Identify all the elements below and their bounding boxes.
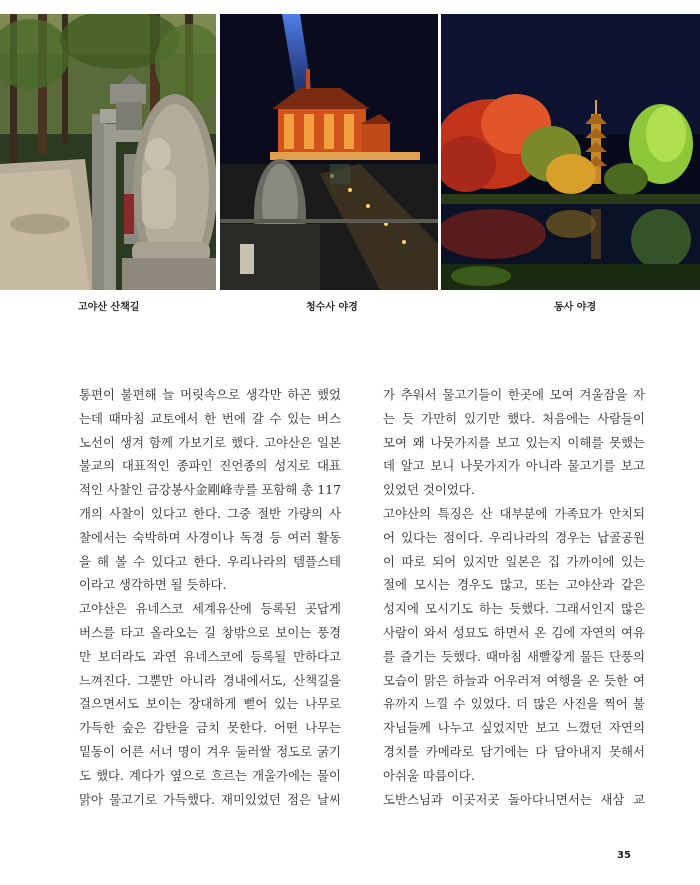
- text-line: 가 추워서 물고기들이 한곳에 모여 겨울잠을 자: [383, 387, 645, 402]
- text-line: 을 해 볼 수 있다고 한다. 우리나라의 템플스테: [79, 553, 341, 569]
- photo-caption-koyasan-path: 고야산 산책길: [78, 302, 140, 313]
- text-line: 찰에서는 숙박하며 사경이나 독경 등 여러 활동: [79, 529, 341, 545]
- text-line: 밑동이 어른 서너 명이 겨우 둘러쌀 정도로 굵기: [79, 743, 341, 759]
- text-line: 어 있다는 점이다. 우리나라의 경우는 납골공원: [383, 529, 645, 545]
- photo-toji-night-image: [441, 14, 700, 290]
- photo-toji-night: [441, 14, 700, 290]
- text-line: 절에 모시는 경우도 많고, 또는 고야산과 같은: [383, 577, 645, 593]
- text-line: 도 했다. 계다가 옆으로 흐르는 개울가에는 물이: [79, 767, 341, 783]
- text-line: 통편이 불편해 늘 머릿속으로 생각만 하곤 했었: [79, 387, 341, 402]
- text-line: 적인 사찰인 금강봉사金剛峰寺를 포함해 총 117: [79, 482, 341, 498]
- text-line: 이라고 생각하면 될 듯하다.: [79, 577, 227, 593]
- text-line: 노선이 생겨 함께 가보기로 했다. 고야산은 일본: [79, 434, 341, 450]
- text-line: 는데 때마침 교토에서 한 번에 갈 수 있는 버스: [79, 410, 341, 426]
- page-number: 35: [617, 850, 631, 861]
- text-line: 불교의 대표적인 종파인 진언종의 성지로 대표: [79, 458, 341, 474]
- text-line: 있었던 것이었다.: [383, 482, 475, 498]
- text-line: 자님들께 나누고 싶었지만 보고 느꼈던 자연의: [383, 720, 645, 736]
- text-line: 도반스님과 이곳저곳 돌아다니면서는 새삼 교: [383, 791, 645, 807]
- photo-koyasan-path-image: [0, 14, 216, 290]
- text-line: 를 즐기는 듯했다. 때마침 새빨갛게 물든 단풍의: [383, 648, 645, 664]
- photo-kiyomizu-night-image: [220, 14, 438, 290]
- text-line: 모습이 맑은 하늘과 어우러져 여행을 온 듯한 여: [383, 672, 645, 688]
- text-line: 데 알고 보니 나뭇가지가 아니라 물고기를 보고: [383, 458, 645, 474]
- text-line: 개의 사찰이 있다고 한다. 그중 절반 가량의 사: [79, 505, 341, 521]
- text-line: 사람이 와서 성묘도 하면서 온 김에 자연의 여유: [383, 624, 645, 640]
- text-line: 이 따로 되어 있지만 일본은 집 가까이에 있는: [383, 553, 645, 569]
- text-line: 만 보더라도 과연 유네스코에 등록될 만하다고: [79, 648, 341, 664]
- body-text-right-column: [383, 383, 645, 811]
- text-line: 버스를 타고 올라오는 길 창밖으로 보이는 풍경: [79, 624, 341, 640]
- text-line: 맑아 물고기로 가득했다. 재미있었던 점은 날씨: [79, 791, 341, 807]
- text-line: 걸으면서도 보이는 장대하게 뻗어 있는 나무로: [79, 696, 341, 712]
- text-line: 고야산은 유네스코 세계유산에 등록된 곳답게: [79, 601, 341, 617]
- photo-caption-kiyomizu-night: 청수사 야경: [306, 302, 358, 313]
- photo-koyasan-path: [0, 14, 216, 290]
- text-line: 고야산의 특징은 산 대부분에 가족묘가 안치되: [383, 505, 645, 521]
- text-line: 성지에 모시기도 하는 듯했다. 그래서인지 많은: [383, 601, 645, 617]
- text-line: 는 듯 가만히 있기만 했다. 처음에는 사람들이: [383, 410, 645, 426]
- text-line: 모여 왜 나뭇가지를 보고 있는지 이해를 못했는: [383, 434, 645, 450]
- text-line: 느껴진다. 그뿐만 아니라 경내에서도, 산책길을: [79, 672, 341, 688]
- photo-kiyomizu-night: [220, 14, 438, 290]
- text-line: 아쉬울 따름이다.: [383, 767, 475, 783]
- text-line: 가득한 숲은 감탄을 금치 못한다. 어떤 나무는: [79, 720, 341, 736]
- text-line: 경치를 카메라로 담기에는 다 담아내지 못해서: [383, 743, 645, 759]
- text-line: 유까지 느낄 수 있었다. 더 많은 사진을 찍어 불: [383, 696, 645, 712]
- body-text-left-column: [79, 383, 341, 811]
- photo-caption-toji-night: 동사 야경: [554, 302, 597, 313]
